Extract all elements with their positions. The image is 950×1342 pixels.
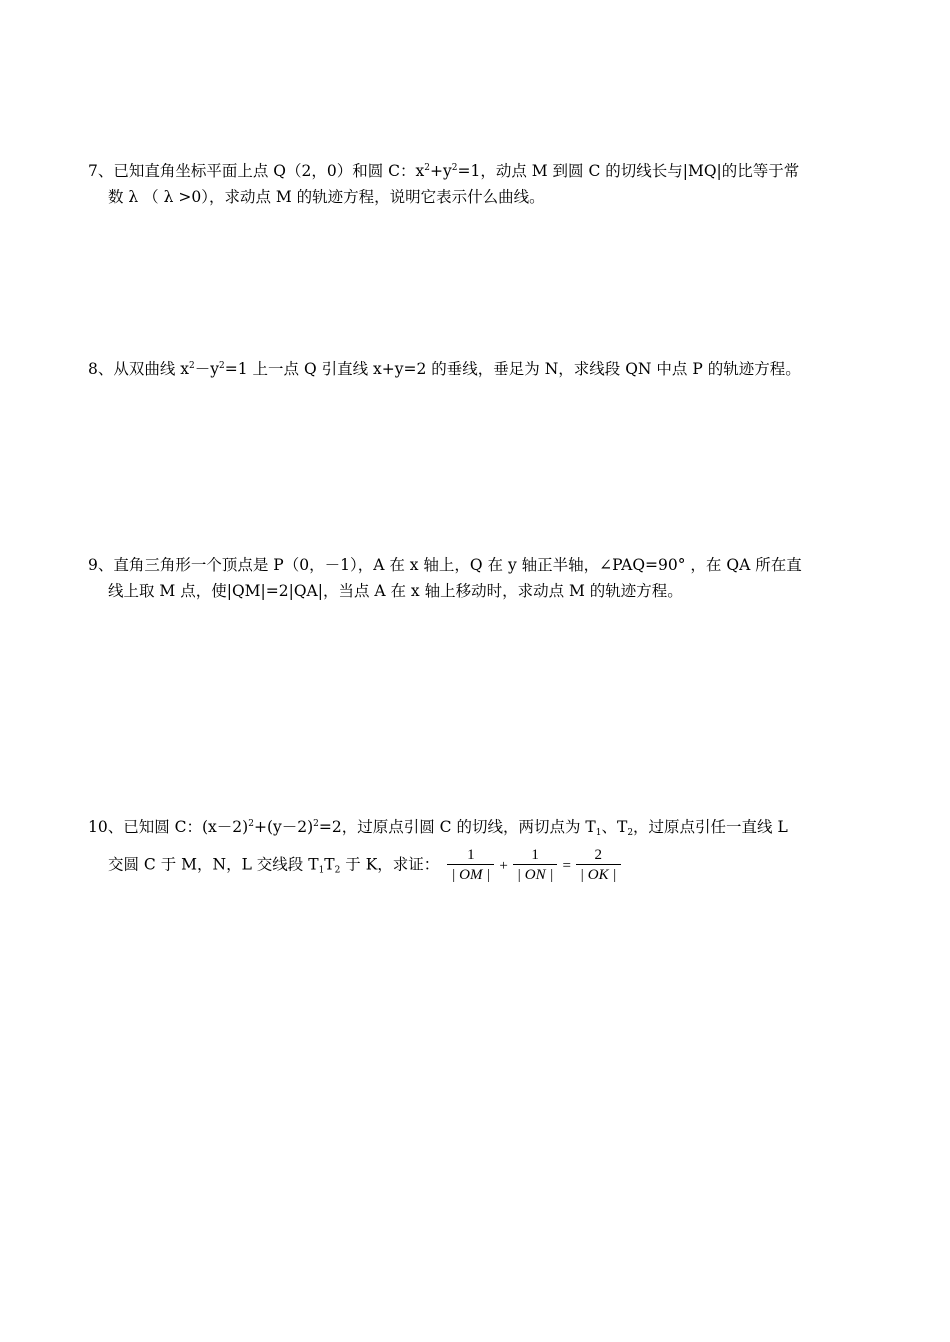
- text-segment: =2，过原点引圆 C 的切线，两切点为 T: [318, 818, 596, 836]
- superscript: 2: [219, 361, 225, 371]
- text-segment: T: [324, 855, 335, 874]
- problem-9-line-2: 线上取 M 点，使|QM|=2|QA|，当点 A 在 x 轴上移动时，求动点 M 的轨迹方程。: [108, 582, 683, 600]
- superscript: 2: [248, 819, 254, 829]
- proof-formula: [445, 846, 622, 885]
- fraction-om: [447, 846, 494, 885]
- superscript: 2: [189, 361, 195, 371]
- problem-10-line-1: [88, 814, 860, 840]
- subscript: 1: [595, 828, 602, 838]
- numerator: 1: [531, 847, 539, 863]
- problem-8-line-1: [88, 356, 860, 382]
- problem-10-line-2: [88, 846, 860, 885]
- text-segment: 交圆 C 于 M，N，L 交线段 T: [108, 855, 319, 874]
- text-segment: +(y－2): [253, 818, 314, 836]
- superscript: 2: [424, 163, 430, 173]
- text-segment: 7、已知直角坐标平面上点 Q（2，0）和圆 C：x: [88, 162, 425, 180]
- subscript: 2: [334, 865, 341, 876]
- problem-7: [88, 158, 860, 210]
- fraction-ok: [576, 846, 621, 885]
- text-segment: 、T: [601, 818, 628, 836]
- text-segment: 8、从双曲线 x: [88, 360, 190, 378]
- numerator: 1: [467, 847, 475, 863]
- numerator: 2: [594, 847, 602, 863]
- subscript: 1: [318, 865, 325, 876]
- superscript: 2: [451, 163, 458, 173]
- text-segment: =1 上一点 Q 引直线 x+y=2 的垂线，垂足为 N，求线段 QN 中点 P 的轨迹方程。: [224, 360, 801, 378]
- subscript: 2: [627, 828, 634, 838]
- text-segment: 于 K，求证：: [340, 855, 440, 874]
- plus-sign: +: [499, 857, 508, 874]
- superscript: 2: [313, 819, 319, 829]
- text-segment: －y: [194, 360, 220, 378]
- problem-7-line-1: [88, 158, 860, 184]
- denominator: | ON |: [513, 864, 558, 885]
- denominator: | OK |: [576, 864, 621, 885]
- fraction-on: [513, 846, 558, 885]
- text-segment: +y: [429, 162, 452, 180]
- problem-10: [88, 814, 860, 885]
- problem-7-line-2: 数 λ （ λ >0），求动点 M 的轨迹方程，说明它表示什么曲线。: [108, 188, 545, 206]
- problem-9: [88, 552, 860, 604]
- problem-8: [88, 356, 860, 382]
- denominator: | OM |: [447, 864, 494, 885]
- problem-9-line-1: 9、直角三角形一个顶点是 P（0，－1），A 在 x 轴上，Q 在 y 轴正半轴，∠PAQ=90° ，在 QA 所在直: [88, 556, 802, 574]
- text-segment: 10、已知圆 C：(x－2): [88, 818, 249, 836]
- equals-sign: =: [562, 857, 571, 874]
- text-segment: ，过原点引任一直线 L: [633, 818, 788, 836]
- text-segment: =1，动点 M 到圆 C 的切线长与|MQ|的比等于常: [457, 162, 800, 180]
